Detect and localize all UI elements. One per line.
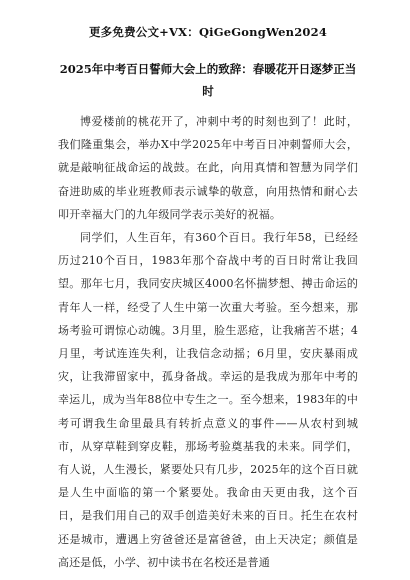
paragraph-1: 博爱楼前的桃花开了，冲刺中考的时刻也到了！此时，我们隆重集会，举办X中学2025年中考百日冲刺誓师大会，就是敲响征战命运的战鼓。在此，向用真情和智慧为同学们奋进助威的毕业班教师表示诚挚的敬意，向用热情和耐心去叩开幸福大门的九年级同学表示美好的祝福。 [58, 115, 358, 221]
paragraph-2: 同学们，人生百年，有360个百日。我行年58，已经经历过210个百日，1983年那个奋战中考的百日时常让我回望。那年七月，我同安庆城区4000名怀揣梦想、搏击命运的青年人一样，经受了人生中第一次重大考验。至今想来，那场考验可谓惊心动魄。3月里，脸生恶疮，让我痛苦不堪；4月里，考试连连失利，让我信念动摇；6月里，安庆暴雨成灾，让我滞留家中，孤身备战。幸运的是我成为那年中考的幸运儿，成为当年88位中专生之一。至今想来，1983年的中考可谓我生命里最具有转折点意义的事件——从农村到城市，从穿草鞋到穿皮鞋，那场考验奠基我的未来。同学们，有人说，人生漫长，紧要处只有几步，2025年的这个百日就是人生中面临的第一个紧要处。我命由天更由我，这个百日，是我们用自己的双手创造美好未来的百日。托生在农村还是城市，遭遇上穷爸爸还是富爸爸，由上天决定；颜值是高还是低，小学、初中读书在名校还是普通 [58, 231, 358, 569]
document-header: 更多免费公文+VX：QiGeGongWen2024 [88, 25, 328, 39]
document-title: 2025年中考百日誓师大会上的致辞：春暖花开日逐梦正当时 [59, 62, 357, 98]
